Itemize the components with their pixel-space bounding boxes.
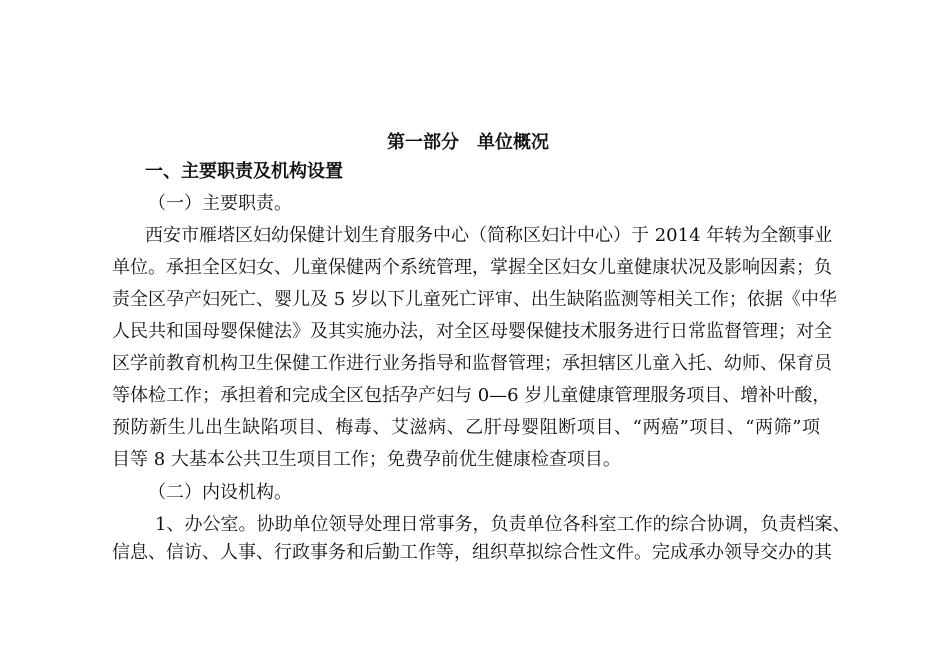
text-line: 责全区孕产妇死亡、婴儿及 5 岁以下儿童死亡评审、出生缺陷监测等相关工作；依据《中华 bbox=[112, 289, 837, 310]
text-line: 人民共和国母婴保健法》及其实施办法，对全区母婴保健技术服务进行日常监督管理；对全 bbox=[112, 321, 832, 342]
subheading-duties: （一）主要职责。 bbox=[148, 193, 292, 214]
text-line: 目等 8 大基本公共卫生项目工作；免费孕前优生健康检查项目。 bbox=[112, 449, 621, 470]
text-line: 预防新生儿出生缺陷项目、梅毒、艾滋病、乙肝母婴阻断项目、“两癌”项目、“两筛”项 bbox=[112, 417, 820, 438]
subheading-departments: （二）内设机构。 bbox=[148, 482, 292, 503]
text-line: 等体检工作；承担着和完成全区包括孕产妇与 0—6 岁儿童健康管理服务项目、增补叶酸， bbox=[112, 385, 831, 406]
text-line: 区学前教育机构卫生保健工作进行业务指导和监督管理；承担辖区儿童入托、幼师、保育员 bbox=[112, 353, 832, 374]
text-line: 信息、信访、人事、行政事务和后勤工作等，组织草拟综合性文件。完成承办领导交办的其 bbox=[112, 542, 832, 563]
text-line: 西安市雁塔区妇幼保健计划生育服务中心（简称区妇计中心）于 2014 年转为全额事业 bbox=[145, 225, 833, 246]
text-line: 单位。承担全区妇女、儿童保健两个系统管理，掌握全区妇女儿童健康状况及影响因素；负 bbox=[112, 257, 832, 278]
section-heading: 一、主要职责及机构设置 bbox=[145, 161, 343, 182]
text-line: 1、办公室。协助单位领导处理日常事务，负责单位各科室工作的综合协调，负责档案、 bbox=[155, 514, 851, 535]
page-title: 第一部分 单位概况 bbox=[387, 132, 549, 153]
